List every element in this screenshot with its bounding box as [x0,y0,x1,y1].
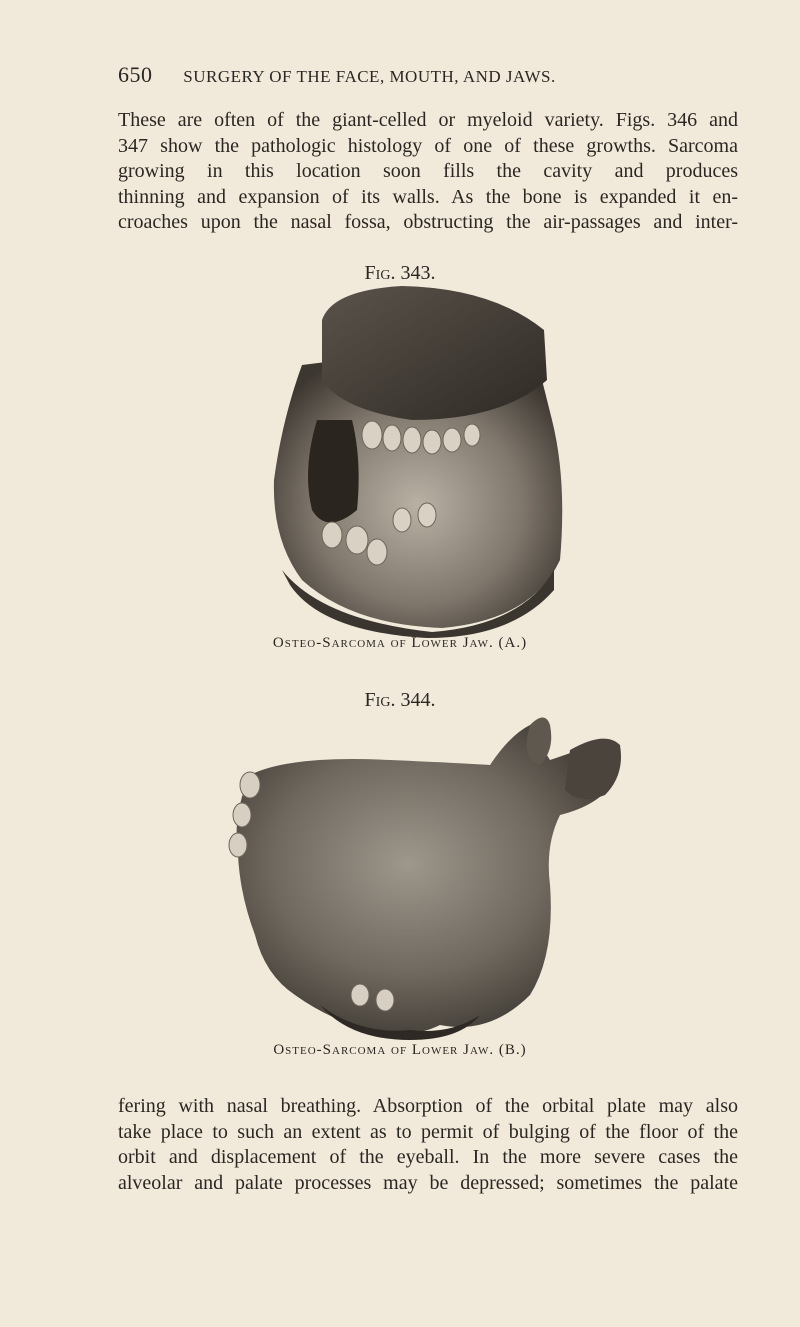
paragraph-top [118,108,738,236]
figure-343-image [262,280,572,640]
text-line: alveolar and palate processes may be depressed; sometimes the palate [118,1171,738,1194]
text-line: 347 show the pathologic histology of one of these growths. Sarcoma [118,134,738,157]
figure-344-image [210,705,630,1040]
figure-344-label: Fig. 344. [364,689,436,711]
text-line: croaches upon the nasal fossa, obstructing the air-passages and inter- [118,211,738,233]
figure-344-caption: Osteo-Sarcoma of Lower Jaw. (B.) [273,1042,527,1058]
text-line: thinning and expansion of its walls. As the bone is expanded it en- [118,185,738,208]
text-line: orbit and displacement of the eyeball. In the more severe cases the [118,1146,738,1168]
running-title: SURGERY OF THE FACE, MOUTH, AND JAWS. [183,67,556,86]
text-line: fering with nasal breathing. Absorption of the orbital plate may also [118,1095,738,1117]
figure-343-label: Fig. 343. [364,262,436,284]
text-line: take place to such an extent as to permit of bulging of the floor of the [118,1120,738,1143]
text-line: growing in this location soon fills the cavity and produces [118,160,738,182]
paragraph-bottom [118,1094,738,1196]
text-line: These are often of the giant-celled or myeloid variety. Figs. 346 and [118,109,738,131]
figure-343-caption: Osteo-Sarcoma of Lower Jaw. (A.) [272,635,528,651]
running-header [118,62,718,88]
page-number: 650 [118,62,153,87]
